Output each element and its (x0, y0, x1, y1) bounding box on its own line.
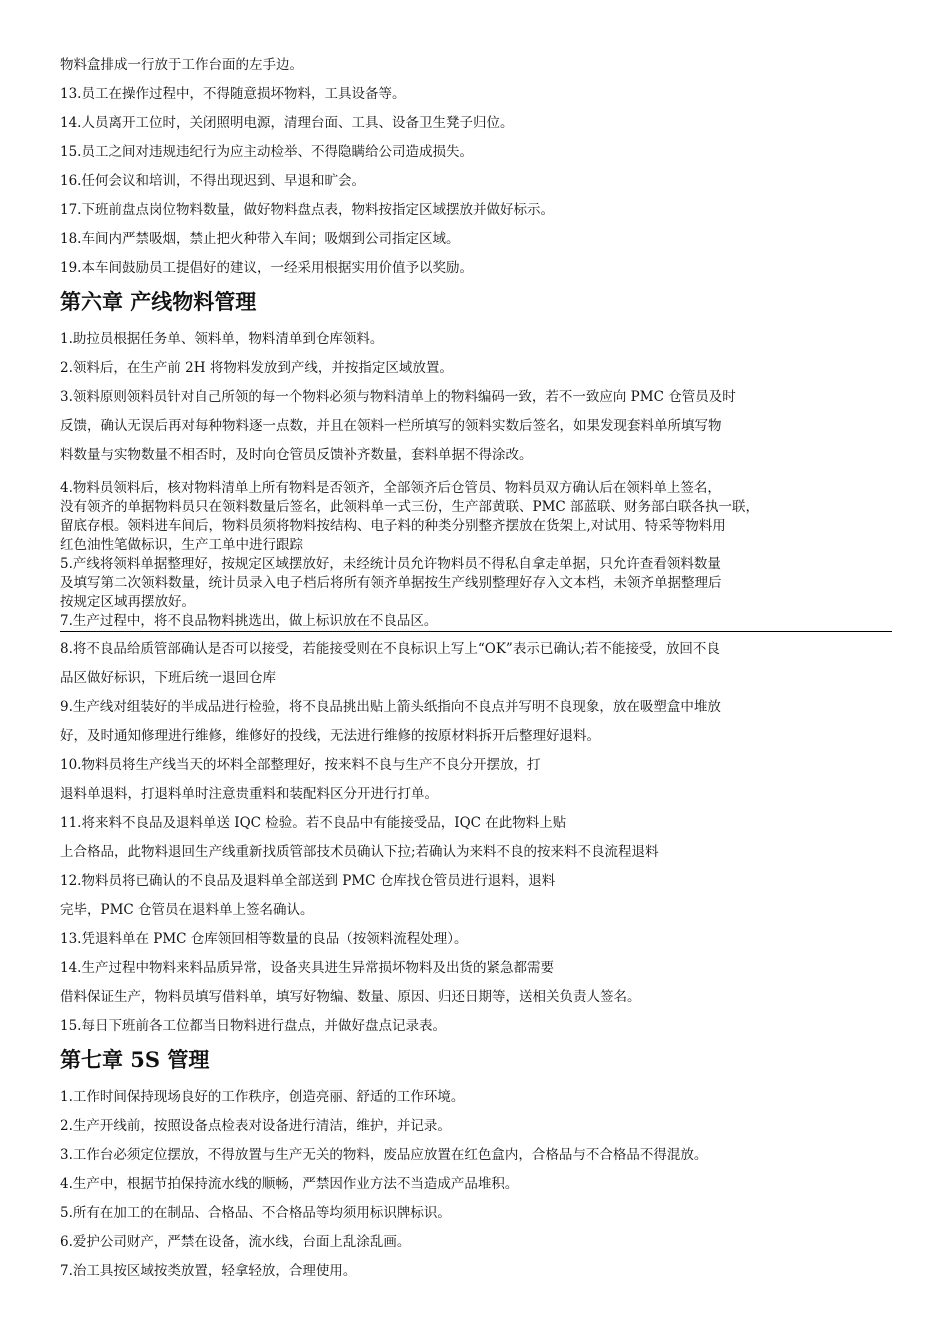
list-item-line: 4.物料员领料后，核对物料清单上所有物料是否领齐，全部领齐后仓管员、物料员双方确认后在领料单上签名， (60, 480, 721, 496)
list-item-line: 按规定区域再摆放好。 (60, 594, 195, 610)
list-item: 4.生产中，根据节拍保持流水线的顺畅，严禁因作业方法不当造成产品堆积。 (60, 1176, 519, 1192)
list-item (60, 959, 892, 1007)
list-item-line: 9.生产线对组装好的半成品进行检验，将不良品挑出贴上箭头纸指向不良点并写明不良现象，放在吸塑盒中堆放 (60, 699, 721, 715)
section-5-tail-list (60, 85, 892, 278)
list-item-line: 14.生产过程中物料来料品质异常，设备夹具进生异常损坏物料及出货的紧急都需要 (60, 960, 554, 976)
list-item-line: 3.领料原则领料员针对自己所领的每一个物料必须与物料清单上的物料编码一致，若不一致应向 PMC 仓管员及时 (60, 389, 736, 405)
list-item: 2.领料后，在生产前 2H 将物料发放到产线，并按指定区域放置。 (60, 360, 453, 376)
chapter-6-heading: 第六章 产线物料管理 (60, 289, 257, 314)
list-item (60, 555, 892, 612)
list-item (60, 756, 892, 804)
list-item: 13.凭退料单在 PMC 仓库领回相等数量的良品（按领料流程处理）。 (60, 931, 468, 947)
list-item: 14.人员离开工位时，关闭照明电源，清理台面、工具、设备卫生凳子归位。 (60, 115, 514, 131)
list-item-line: 红色油性笔做标识，生产工单中进行跟踪 (60, 537, 303, 553)
list-item: 5.所有在加工的在制品、合格品、不合格品等均须用标识牌标识。 (60, 1205, 451, 1221)
list-item (60, 388, 892, 465)
list-item-line: 10.物料员将生产线当天的坏料全部整理好，按来料不良与生产不良分开摆放，打 (60, 757, 541, 773)
list-item-line: 完毕，PMC 仓管员在退料单上签名确认。 (60, 902, 314, 918)
list-item: 16.任何会议和培训，不得出现迟到、早退和旷会。 (60, 173, 365, 189)
list-item-line: 料数量与实物数量不相否时，及时向仓管员反馈补齐数量，套料单据不得涂改。 (60, 447, 533, 463)
chapter-7-heading: 第七章 5S 管理 (60, 1047, 210, 1072)
list-item: 1.助拉员根据任务单、领料单，物料清单到仓库领料。 (60, 331, 384, 347)
list-item (60, 814, 892, 862)
list-item: 17.下班前盘点岗位物料数量，做好物料盘点表，物料按指定区域摆放并做好标示。 (60, 202, 554, 218)
list-item: 15.员工之间对违规违纪行为应主动检举、不得隐瞒给公司造成损失。 (60, 144, 473, 160)
list-item-line: 品区做好标识，下班后统一退回仓库 (60, 670, 276, 686)
list-item: 2.生产开线前，按照设备点检表对设备进行清洁，维护，并记录。 (60, 1118, 451, 1134)
list-item-line: 借料保证生产，物料员填写借料单，填写好物编、数量、原因、归还日期等，送相关负责人签名。 (60, 989, 641, 1005)
chapter-7-list (60, 1088, 892, 1281)
list-item: 7.治工具按区域按类放置，轻拿轻放，合理使用。 (60, 1263, 357, 1279)
list-item-line: 12.物料员将已确认的不良品及退料单全部送到 PMC 仓库找仓管员进行退料，退料 (60, 873, 556, 889)
document-page (60, 56, 892, 1291)
list-item (60, 640, 892, 688)
list-item: 7.生产过程中，将不良品物料挑选出，做上标识放在不良品区。 (60, 612, 892, 632)
list-item: 15.每日下班前各工位都当日物料进行盘点，并做好盘点记录表。 (60, 1018, 446, 1034)
chapter-6-list (60, 330, 892, 1036)
list-item: 6.爱护公司财产，严禁在设备，流水线，台面上乱涂乱画。 (60, 1234, 411, 1250)
list-item-line: 及填写第二次领料数量，统计员录入电子档后将所有领齐单据按生产线别整理好存入文本档，未领齐单据整理后 (60, 575, 722, 591)
list-item-line: 反馈，确认无误后再对每种物料逐一点数，并且在领料一栏所填写的领料实数后签名，如果发现套料单所填写物 (60, 418, 722, 434)
list-item-line: 没有领齐的单据物料员只在领料数量后签名，此领料单一式三份，生产部黄联、PMC 部蓝联、财务部白联各执一联， (60, 499, 760, 515)
list-item: 18.车间内严禁吸烟，禁止把火种带入车间；吸烟到公司指定区域。 (60, 231, 460, 247)
list-item-line: 退料单退料，打退料单时注意贵重料和装配料区分开进行打单。 (60, 786, 438, 802)
list-item (60, 479, 892, 555)
list-item-line: 5.产线将领料单据整理好，按规定区域摆放好，未经统计员允许物料员不得私自拿走单据，只允许查看领料数量 (60, 556, 721, 572)
list-item: 1.工作时间保持现场良好的工作秩序，创造亮丽、舒适的工作环境。 (60, 1089, 465, 1105)
list-item-line: 11.将来料不良品及退料单送 IQC 检验。若不良品中有能接受品，IQC 在此物料上贴 (60, 815, 567, 831)
list-item (60, 872, 892, 920)
paragraph: 物料盒排成一行放于工作台面的左手边。 (60, 57, 303, 73)
list-item-line: 8.将不良品给质管部确认是否可以接受，若能接受则在不良标识上写上“OK”表示已确认;若不能接受，放回不良 (60, 641, 720, 657)
list-item-line: 好，及时通知修理进行维修，维修好的投线，无法进行维修的按原材料拆开后整理好退料。 (60, 728, 600, 744)
list-item-line: 上合格品，此物料退回生产线重新找质管部技术员确认下拉;若确认为来料不良的按来料不良流程退料 (60, 844, 659, 860)
list-item: 13.员工在操作过程中，不得随意损坏物料，工具设备等。 (60, 86, 406, 102)
list-item: 19.本车间鼓励员工提倡好的建议，一经采用根据实用价值予以奖励。 (60, 260, 473, 276)
list-item: 3.工作台必须定位摆放，不得放置与生产无关的物料，废品应放置在红色盒内，合格品与不合格品不得混放。 (60, 1147, 708, 1163)
list-item-line: 留底存根。领料进车间后，物料员须将物料按结构、电子料的种类分别整齐摆放在货架上,对试用、特采等物料用 (60, 518, 726, 534)
list-item (60, 698, 892, 746)
